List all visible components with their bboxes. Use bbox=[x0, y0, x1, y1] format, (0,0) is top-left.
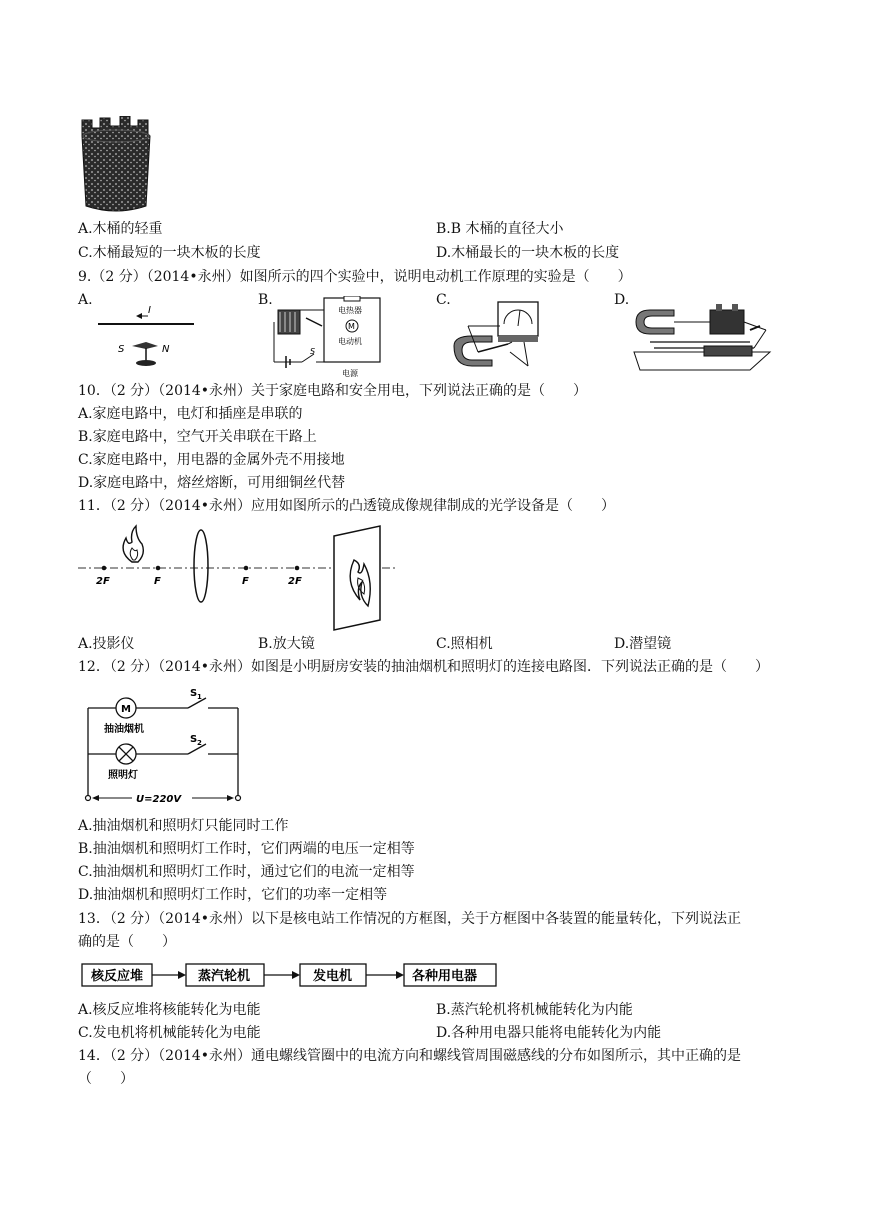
q13-option-a: A.核反应堆将核能转化为电能 bbox=[78, 1002, 261, 1018]
q9-label-a: A. bbox=[78, 292, 93, 308]
q9-label-c: C. bbox=[436, 292, 451, 308]
q11-lens-figure bbox=[78, 522, 398, 632]
q8-option-b: B.B 木桶的直径大小 bbox=[436, 221, 564, 237]
q9-figure-a bbox=[96, 302, 206, 372]
q8-option-d: D.木桶最长的一块木板的长度 bbox=[436, 245, 620, 261]
q12-stem: 12．（2 分）（2014•永州）如图是小明厨房安装的抽油烟机和照明灯的连接电路图．下列说法正确的是（ ） bbox=[78, 659, 770, 675]
q10-stem: 10．（2 分）（2014•永州）关于家庭电路和安全用电，下列说法正确的是（ ） bbox=[78, 383, 588, 399]
q8-option-c: C.木桶最短的一块木板的长度 bbox=[78, 245, 261, 261]
q11-option-d: D.潜望镜 bbox=[614, 636, 672, 652]
s2-label: S bbox=[190, 734, 198, 745]
q13-stem-line1: 13．（2 分）（2014•永州）以下是核电站工作情况的方框图，关于方框图中各装置的能量转化，下列说法正 bbox=[78, 911, 742, 927]
q11-option-b: B.放大镜 bbox=[258, 636, 315, 652]
s2-sub: 2 bbox=[197, 739, 202, 747]
q9-label-d: D. bbox=[614, 292, 630, 308]
switch-label: S bbox=[310, 347, 316, 356]
flow-box-generator: 发电机 bbox=[313, 969, 353, 984]
motor-label: 电动机 bbox=[338, 337, 362, 346]
flow-box-reactor: 核反应堆 bbox=[91, 969, 144, 984]
q13-flowchart bbox=[80, 960, 500, 990]
q12-option-a: A.抽油烟机和照明灯只能同时工作 bbox=[78, 818, 289, 834]
q12-circuit-figure bbox=[82, 686, 248, 808]
q10-option-c: C.家庭电路中，用电器的金属外壳不用接地 bbox=[78, 452, 345, 468]
source-label: 电源 bbox=[342, 369, 358, 378]
q13-option-c: C.发电机将机械能转化为电能 bbox=[78, 1025, 261, 1041]
left-f-label: F bbox=[154, 576, 161, 587]
flow-box-appliances: 各种用电器 bbox=[412, 969, 478, 984]
flow-box-turbine: 蒸汽轮机 bbox=[198, 969, 251, 984]
q8-option-a: A.木桶的轻重 bbox=[78, 221, 163, 237]
s1-sub: 1 bbox=[197, 693, 202, 701]
q9-figure-c bbox=[448, 296, 548, 376]
motor-letter: M bbox=[348, 322, 355, 331]
q12-option-c: C.抽油烟机和照明灯工作时，通过它们的电流一定相等 bbox=[78, 864, 415, 880]
q9-figure-b bbox=[272, 296, 382, 378]
q11-stem: 11．（2 分）（2014•永州）应用如图所示的凸透镜成像规律制成的光学设备是（ ） bbox=[78, 498, 616, 514]
q13-option-b: B.蒸汽轮机将机械能转化为内能 bbox=[436, 1002, 633, 1018]
n-pole-label: N bbox=[162, 344, 170, 355]
q14-stem-line1: 14．（2 分）（2014•永州）通电螺线管圈中的电流方向和螺线管周围磁感线的分布如图所示，其中正确的是 bbox=[78, 1048, 742, 1064]
voltage-label: U=220V bbox=[136, 794, 182, 805]
left-2f-label: 2F bbox=[96, 576, 110, 587]
q14-stem-line2: （ ） bbox=[78, 1071, 134, 1087]
q10-option-a: A.家庭电路中，电灯和插座是串联的 bbox=[78, 406, 303, 422]
q11-option-a: A.投影仪 bbox=[78, 636, 135, 652]
current-label: I bbox=[148, 305, 151, 316]
q10-option-b: B.家庭电路中，空气开关串联在干路上 bbox=[78, 429, 317, 445]
motor-label: 抽油烟机 bbox=[104, 724, 144, 735]
q11-option-c: C.照相机 bbox=[436, 636, 493, 652]
q13-stem-line2: 确的是（ ） bbox=[78, 934, 176, 950]
bucket-figure bbox=[78, 116, 154, 216]
motor-letter: M bbox=[121, 704, 131, 715]
q10-option-d: D.家庭电路中，熔丝熔断，可用细铜丝代替 bbox=[78, 475, 346, 491]
right-2f-label: 2F bbox=[288, 576, 302, 587]
s-pole-label: S bbox=[118, 344, 125, 355]
heater-label: 电热器 bbox=[338, 306, 362, 315]
q9-stem: 9.（2 分）（2014•永州）如图所示的四个实验中，说明电动机工作原理的实验是（ ） bbox=[78, 269, 632, 285]
q12-option-b: B.抽油烟机和照明灯工作时，它们两端的电压一定相等 bbox=[78, 841, 415, 857]
right-f-label: F bbox=[242, 576, 249, 587]
q13-option-d: D.各种用电器只能将电能转化为内能 bbox=[436, 1025, 662, 1041]
s1-label: S bbox=[190, 688, 198, 699]
q9-label-b: B. bbox=[258, 292, 273, 308]
q12-option-d: D.抽油烟机和照明灯工作时，它们的功率一定相等 bbox=[78, 887, 388, 903]
lamp-label: 照明灯 bbox=[108, 770, 138, 781]
q9-figure-d bbox=[630, 294, 780, 380]
